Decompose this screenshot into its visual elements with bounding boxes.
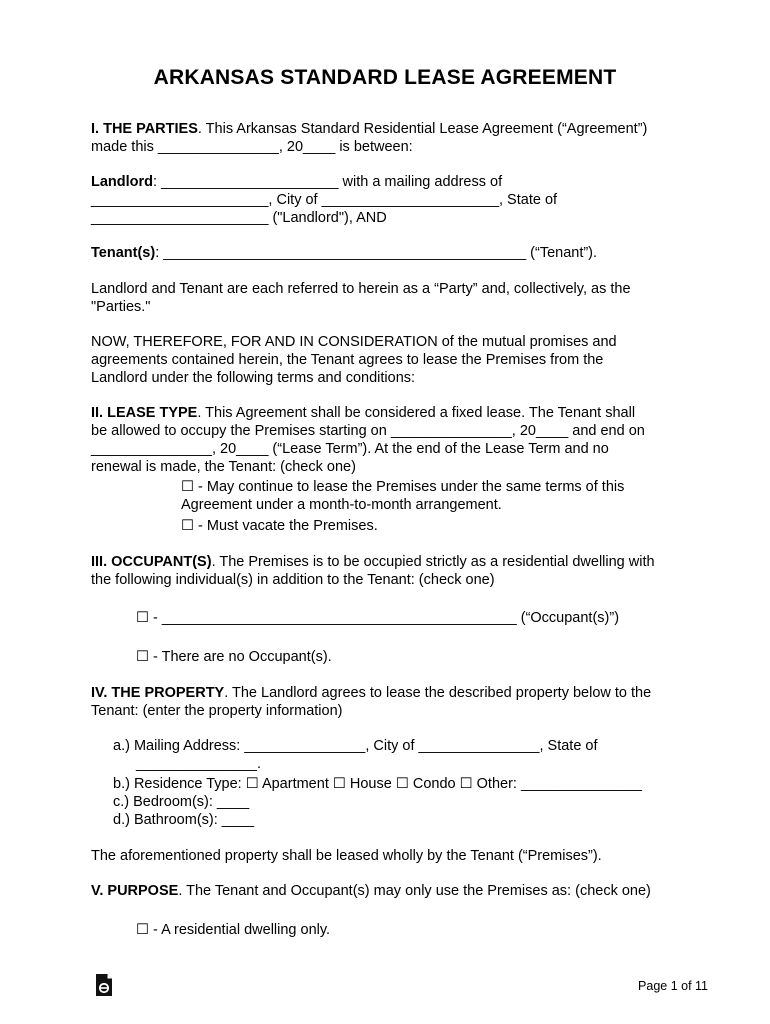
lease-type-heading: II. LEASE TYPE [91, 405, 198, 421]
property-heading: IV. THE PROPERTY [91, 685, 225, 701]
purpose-line-1: V. PURPOSE. The Tenant and Occupant(s) may only use the Premises as: (check one) [91, 883, 651, 899]
landlord-line-3: ______________________ ("Landlord"), AND [91, 210, 387, 226]
lease-type-line-3: _______________, 20____ (“Lease Term”). At the end of the Lease Term and no [91, 441, 609, 457]
lease-type-line-2: be allowed to occupy the Premises starting on _______________, 20____ and end on [91, 423, 645, 439]
page-number: Page 1 of 11 [638, 979, 708, 993]
consideration-line-3: Landlord under the following terms and conditions: [91, 370, 416, 386]
occupants-line-2: the following individual(s) in addition to the Tenant: (check one) [91, 572, 495, 588]
consideration-line-1: NOW, THEREFORE, FOR AND IN CONSIDERATION of the mutual promises and [91, 334, 617, 350]
landlord-line-1: Landlord: ______________________ with a mailing address of [91, 174, 503, 190]
lease-type-line-4: renewal is made, the Tenant: (check one) [91, 459, 356, 475]
property-bedrooms: c.) Bedroom(s): ____ [113, 794, 250, 810]
parties-line-2: made this _______________, 20____ is between: [91, 139, 413, 155]
eforms-logo-icon [95, 973, 113, 997]
occupants-none-checkbox[interactable]: ☐ - There are no Occupant(s). [136, 649, 332, 665]
tenant-label: Tenant(s) [91, 245, 156, 261]
tenant-line: Tenant(s): _____________________________________________ (“Tenant”). [91, 245, 598, 261]
parties-line-1: I. THE PARTIES. This Arkansas Standard Residential Lease Agreement (“Agreement”) [91, 121, 648, 137]
occupants-line-1: III. OCCUPANT(S). The Premises is to be occupied strictly as a residential dwelling with [91, 554, 655, 570]
property-mailing-address: a.) Mailing Address: _______________, City of _______________, State of [113, 738, 598, 754]
document-title: ARKANSAS STANDARD LEASE AGREEMENT [153, 66, 617, 89]
lease-option-vacate-checkbox[interactable]: ☐ - Must vacate the Premises. [181, 518, 378, 534]
consideration-line-2: agreements contained herein, the Tenant agrees to lease the Premises from the [91, 352, 604, 368]
landlord-label: Landlord [91, 174, 154, 190]
property-bathrooms: d.) Bathroom(s): ____ [113, 812, 255, 828]
purpose-residential-checkbox[interactable]: ☐ - A residential dwelling only. [136, 922, 331, 938]
lease-type-line-1: II. LEASE TYPE. This Agreement shall be considered a fixed lease. The Tenant shall [91, 405, 636, 421]
lease-option-continue-checkbox[interactable]: ☐ - May continue to lease the Premises under the same terms of this [181, 479, 625, 495]
purpose-heading: V. PURPOSE [91, 883, 179, 899]
landlord-line-2: ______________________, City of ______________________, State of [91, 192, 558, 208]
property-line-2: Tenant: (enter the property information) [91, 703, 343, 719]
property-summary: The aforementioned property shall be leased wholly by the Tenant (“Premises”). [91, 848, 602, 864]
property-residence-type[interactable]: b.) Residence Type: ☐ Apartment ☐ House ☐ Condo ☐ Other: _______________ [113, 776, 642, 792]
property-mailing-address-line-2: _______________. [136, 756, 261, 772]
occupants-heading: III. OCCUPANT(S) [91, 554, 212, 570]
party-text-line-1: Landlord and Tenant are each referred to herein as a “Party” and, collectively, as the [91, 281, 631, 297]
occupants-named-checkbox[interactable]: ☐ - ____________________________________________ (“Occupant(s)”) [136, 610, 620, 626]
parties-heading: I. THE PARTIES [91, 121, 198, 137]
lease-option-continue-line-2: Agreement under a month-to-month arrangement. [181, 497, 502, 513]
property-line-1: IV. THE PROPERTY. The Landlord agrees to lease the described property below to the [91, 685, 652, 701]
party-text-line-2: "Parties." [91, 299, 151, 315]
